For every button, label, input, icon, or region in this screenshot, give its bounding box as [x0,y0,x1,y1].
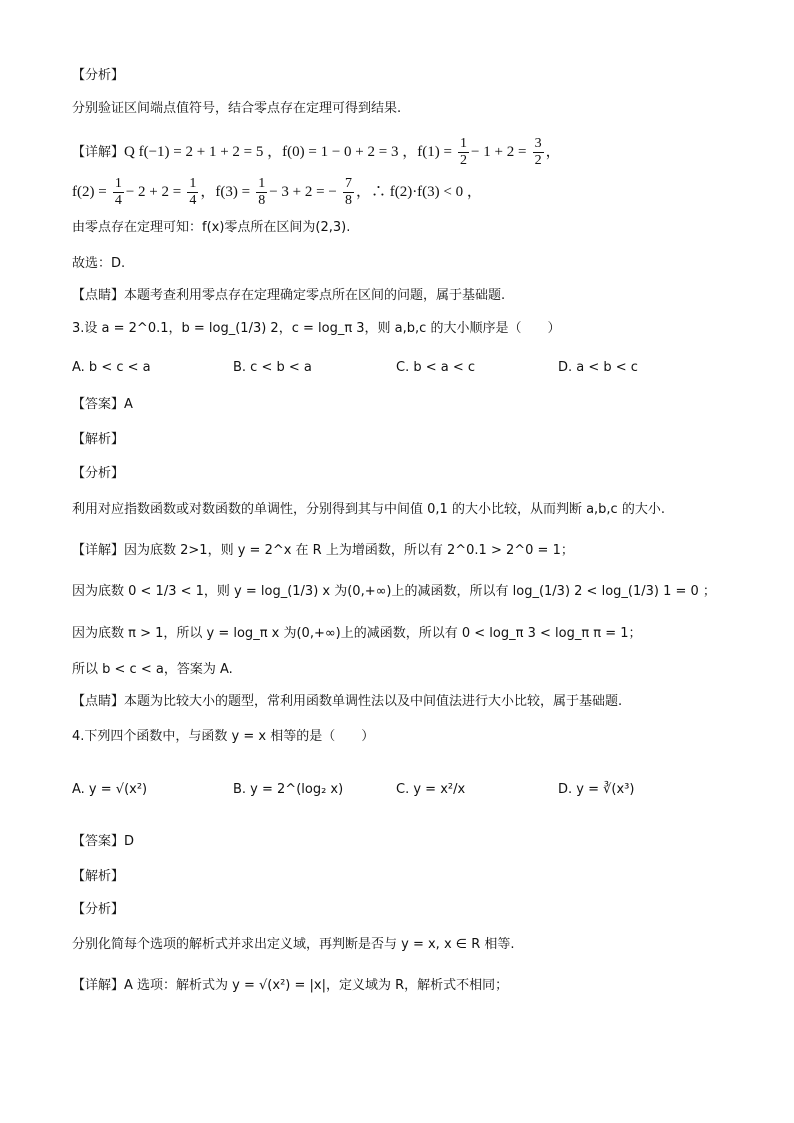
q2-detail-line1: 【详解】Q f(−1) = 2 + 1 + 2 = 5 ，f(0) = 1 − 0 + 2 = 3 ，f(1) = $\frac{1}{2}$ − 1 + 2 = $\frac{3}{2}$ ， [72,136,561,168]
q2-comment: 【点睛】本题考查利用零点存在定理确定零点所在区间的问题，属于基础题. [72,288,506,303]
q3-stem: 3.设 a = 2^0.1，b = log_(1/3) 2，c = log_π 3，则 a,b,c 的大小顺序是（ ） [72,321,561,336]
q4-detail-line1: 【详解】A 选项：解析式为 y = √(x²) = |x|，定义域为 R，解析式不相同； [72,978,509,993]
q2-analysis-text: 分别验证区间端点值符号，结合零点存在定理可得到结果. [72,101,402,116]
q4-answer: 【答案】D [72,834,135,849]
fraction: $\frac{1}{8}$ [258,176,266,208]
label-analysis: 【分析】 [72,68,125,83]
q4-option-d: D. y = ∛(x³) [558,782,635,797]
q4-option-b: B. y = 2^(log₂ x) [233,782,344,797]
q3-detail-line4: 所以 b < c < a，答案为 A. [72,662,233,677]
q4-option-a: A. y = √(x²) [72,782,148,797]
fraction: $\frac{3}{2}$ [534,136,542,168]
q4-solution-label: 【解析】 [72,869,125,884]
q4-analysis-label: 【分析】 [72,902,125,917]
q3-analysis-label: 【分析】 [72,466,125,481]
q2-detail-line2: f(2) = $\frac{1}{4}$ − 2 + 2 = $\frac{1}{4}$ ，f(3) = $\frac{1}{8}$ − 3 + 2 = − $\frac{7}{8}$ ，∴ f(2)·f(3) < 0 ， [72,176,482,208]
q3-option-b: B. c < b < a [233,360,312,375]
q4-analysis-text: 分别化简每个选项的解析式并求出定义域，再判断是否与 y = x, x ∈ R 相等. [72,937,515,952]
q2-answer: 故选：D. [72,256,126,271]
q3-option-d: D. a < b < c [558,360,638,375]
q3-analysis-text: 利用对应指数函数或对数函数的单调性，分别得到其与中间值 0,1 的大小比较，从而判断 a,b,c 的大小. [72,502,665,517]
q3-option-a: A. b < c < a [72,360,151,375]
q3-solution-label: 【解析】 [72,432,125,447]
q4-stem: 4.下列四个函数中，与函数 y = x 相等的是（ ） [72,729,375,744]
q3-detail-line1: 【详解】因为底数 2>1，则 y = 2^x 在 R 上为增函数，所以有 2^0.1 > 2^0 = 1； [72,543,574,558]
q3-comment: 【点睛】本题为比较大小的题型，常利用函数单调性法以及中间值法进行大小比较，属于基础题. [72,694,623,709]
fraction: $\frac{1}{4}$ [114,176,122,208]
q3-answer: 【答案】A [72,397,133,412]
fraction: $\frac{1}{4}$ [189,176,197,208]
q3-detail-line3: 因为底数 π > 1，所以 y = log_π x 为(0,+∞)上的减函数，所以有 0 < log_π 3 < log_π π = 1； [72,626,642,641]
q4-option-c: C. y = x²/x [396,782,466,797]
q3-detail-line2: 因为底数 0 < 1/3 < 1，则 y = log_(1/3) x 为(0,+∞)上的减函数，所以有 log_(1/3) 2 < log_(1/3) 1 = 0 ； [72,584,716,599]
fraction: $\frac{1}{2}$ [460,136,468,168]
q3-option-c: C. b < a < c [396,360,476,375]
fraction: $\frac{7}{8}$ [344,176,352,208]
q2-conclusion: 由零点存在定理可知：f(x)零点所在区间为(2,3). [72,220,351,235]
